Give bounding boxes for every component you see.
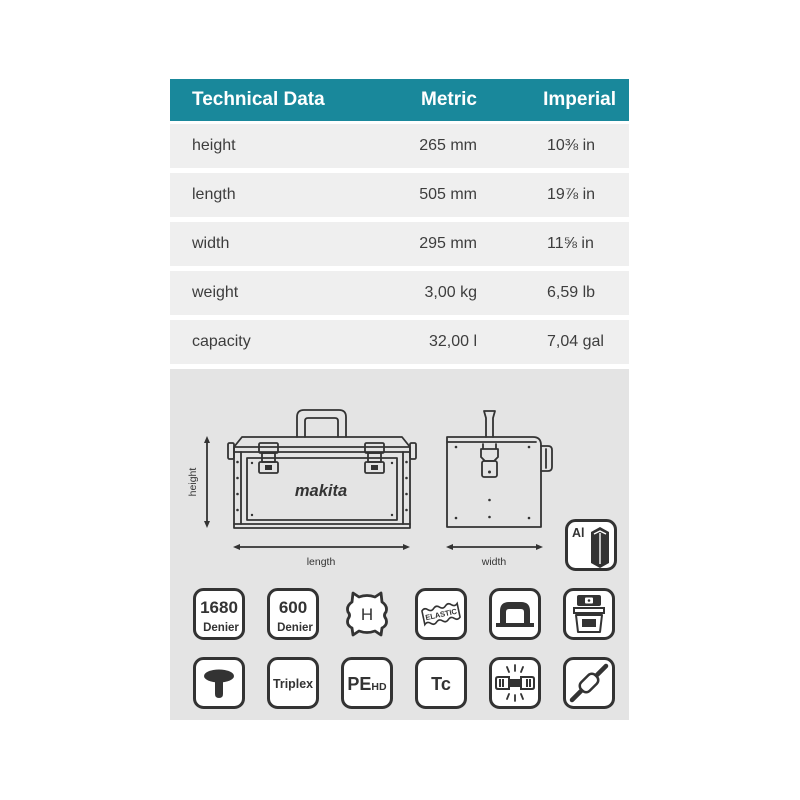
- arrow-head: [204, 436, 210, 443]
- side-view: [447, 411, 552, 527]
- icon-frame: [491, 590, 540, 639]
- pehd-main: PE: [347, 674, 372, 694]
- aluminium-icon-graphic: [565, 519, 617, 571]
- denier-value: 600: [278, 598, 308, 617]
- arrow-head: [233, 544, 240, 550]
- tc-text: Tc: [431, 674, 451, 694]
- rivet: [391, 462, 393, 464]
- pehd-icon-graphic: [341, 657, 393, 709]
- rivet: [488, 516, 491, 519]
- handle-icon-graphic: [489, 588, 541, 640]
- cable-sleeve-icon-graphic: [563, 657, 615, 709]
- height-dimension: [187, 436, 210, 528]
- header-imperial: Imperial: [543, 89, 616, 110]
- row-imperial-value: 11⅝ in: [547, 235, 594, 252]
- rivet: [528, 446, 531, 449]
- side-outline: [447, 437, 541, 527]
- front-view: [228, 410, 416, 528]
- side-latch-lock: [488, 471, 491, 474]
- latch-keyhole: [588, 599, 591, 602]
- denier-600-icon-graphic: [267, 588, 319, 640]
- side-latch-bottom: [482, 461, 497, 477]
- row-metric-value: 505 mm: [419, 186, 477, 203]
- makita-logo: makita: [294, 482, 348, 500]
- aluminium-icon-text: Al: [572, 526, 585, 540]
- elastic-icon: [415, 588, 467, 640]
- rivet: [405, 493, 408, 496]
- rivet: [528, 517, 531, 520]
- pehd-sub: HD: [371, 681, 387, 693]
- rivet: [405, 509, 408, 512]
- tc-icon: [415, 657, 467, 709]
- rivet: [455, 517, 458, 520]
- side-handle: [484, 411, 495, 437]
- latch-lock: [371, 465, 378, 470]
- rivet: [391, 514, 393, 516]
- elastic-icon-graphic: [415, 588, 467, 640]
- latch-lock-block: [582, 619, 596, 627]
- header-technical-data: Technical Data: [192, 89, 325, 110]
- leather-grade: H: [360, 605, 374, 624]
- latch-lock-icon: [563, 588, 615, 640]
- front-handle-inner: [305, 418, 338, 437]
- handle-icon: [489, 588, 541, 640]
- row-metric-value: 32,00 l: [428, 333, 477, 350]
- side-bracket: [541, 446, 552, 471]
- row-label: capacity: [192, 333, 251, 350]
- header-metric: Metric: [421, 89, 477, 110]
- right-hinge: [410, 443, 416, 459]
- row-imperial-value: 10⅜ in: [547, 137, 596, 154]
- latch-lock-icon-graphic: [563, 588, 615, 640]
- denier-600-icon: [267, 588, 319, 640]
- triplex-text: Triplex: [273, 677, 314, 691]
- spec-table-header: [170, 79, 629, 121]
- aluminium-icon: [565, 519, 617, 571]
- table-row: [170, 124, 629, 168]
- leather-icon: [341, 588, 393, 640]
- length-dimension: [233, 544, 410, 568]
- table-row: [170, 222, 629, 266]
- tc-icon-graphic: [415, 657, 467, 709]
- leather-icon-graphic: [341, 588, 393, 640]
- rivet: [251, 462, 253, 464]
- row-label: length: [192, 186, 236, 203]
- triplex-icon: [267, 657, 319, 709]
- rivet: [236, 493, 239, 496]
- row-metric-value: 295 mm: [419, 235, 477, 252]
- row-imperial-value: 7,04 gal: [547, 333, 604, 350]
- rivet-stem: [215, 679, 223, 698]
- row-metric-value: 265 mm: [419, 137, 477, 154]
- side-rivets: [455, 446, 531, 520]
- table-row: [170, 320, 629, 364]
- reflective-buckle-icon: [489, 657, 541, 709]
- triplex-icon-graphic: [267, 657, 319, 709]
- left-hinge: [228, 443, 234, 459]
- pehd-icon: [341, 657, 393, 709]
- reflective-buckle-icon-graphic: [489, 657, 541, 709]
- rivet: [405, 461, 408, 464]
- row-imperial-value: 6,59 lb: [547, 284, 596, 301]
- length-label: length: [306, 556, 336, 568]
- table-row: [170, 271, 629, 315]
- arrow-head: [204, 521, 210, 528]
- cable-sleeve-icon: [563, 657, 615, 709]
- rivet: [455, 446, 458, 449]
- rivet: [236, 461, 239, 464]
- row-label: width: [192, 235, 230, 252]
- denier-1680-icon-graphic: [193, 588, 245, 640]
- height-label: height: [187, 467, 199, 497]
- side-latch-top: [481, 444, 498, 461]
- spec-table: [170, 79, 629, 365]
- rivet-icon-graphic: [193, 657, 245, 709]
- rivet-icon: [193, 657, 245, 709]
- width-dimension: [446, 544, 543, 568]
- rivet: [236, 509, 239, 512]
- latch-lock: [265, 465, 272, 470]
- buckle-center: [509, 679, 521, 687]
- row-metric-value: 3,00 kg: [424, 284, 477, 301]
- width-label: width: [481, 556, 507, 568]
- rivet: [251, 514, 253, 516]
- arrow-head: [446, 544, 453, 550]
- denier-unit: Denier: [277, 622, 313, 634]
- rivet: [488, 499, 491, 502]
- handle-base: [496, 623, 534, 627]
- table-row: [170, 173, 629, 217]
- row-imperial-value: 19⅞ in: [547, 186, 596, 203]
- denier-unit: Denier: [203, 622, 239, 634]
- row-label: weight: [192, 284, 239, 301]
- rivet: [405, 477, 408, 480]
- arrow-head: [536, 544, 543, 550]
- rivet: [236, 477, 239, 480]
- diagram-panel: [170, 369, 629, 720]
- row-label: height: [192, 137, 236, 154]
- elastic-text: ELASTIC: [424, 606, 459, 623]
- denier-value: 1680: [200, 598, 238, 617]
- arrow-head: [403, 544, 410, 550]
- denier-1680-icon: [193, 588, 245, 640]
